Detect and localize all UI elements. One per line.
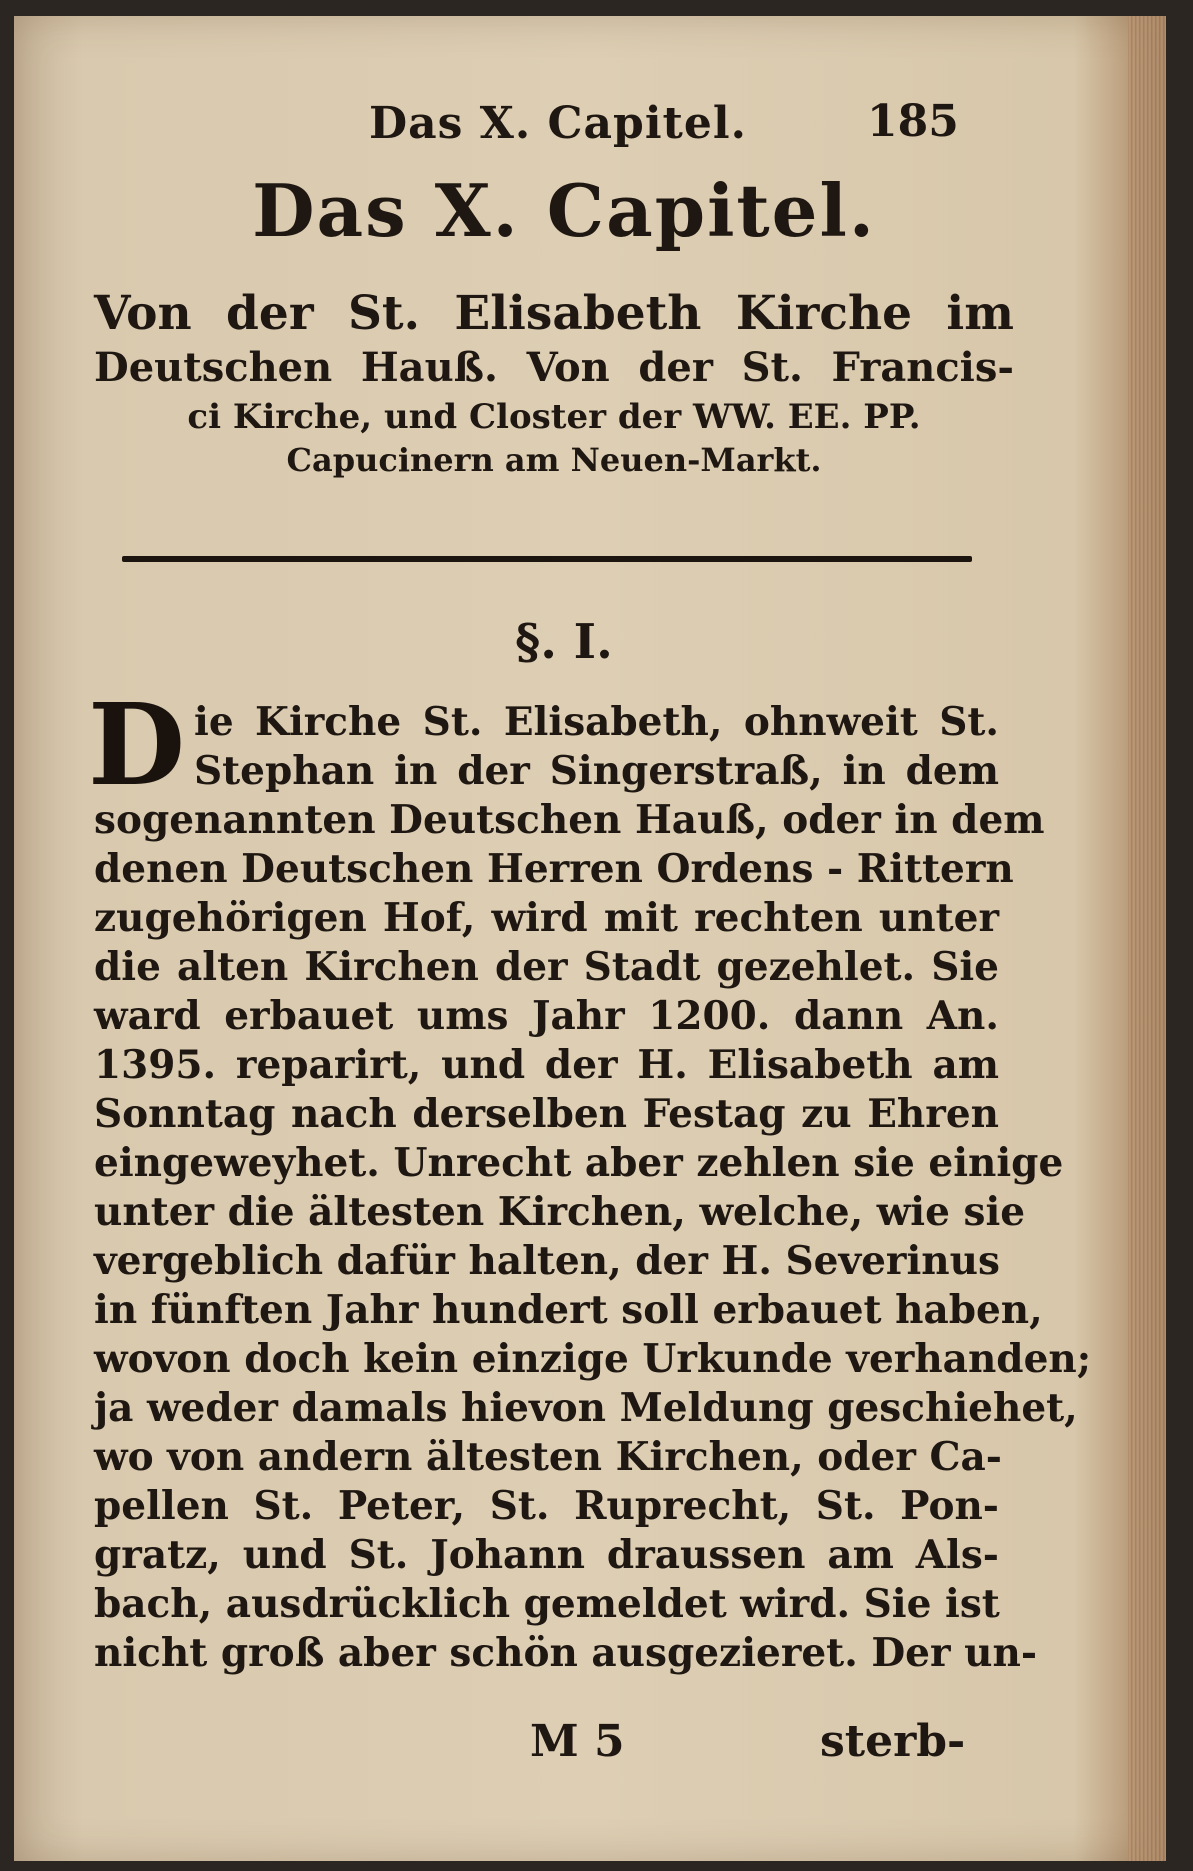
body-line: eingeweyhet. Unrecht aber zehlen sie einige — [94, 1140, 1064, 1186]
subtitle-line-2: Deutschen Hauß. Von der St. Francis- — [94, 344, 1014, 391]
body-line: unter die ältesten Kirchen, welche, wie sie — [94, 1189, 1026, 1235]
subtitle-line-3: ci Kirche, und Closter der WW. EE. PP. — [187, 397, 921, 437]
body-line: bach, ausdrücklich gemeldet wird. Sie ist — [94, 1581, 1000, 1627]
body-line: in fünften Jahr hundert soll erbauet haben, — [94, 1287, 1043, 1333]
body-line: pellen St. Peter, St. Ruprecht, St. Pon- — [94, 1483, 999, 1529]
catchword: sterb- — [820, 1716, 966, 1767]
body-line: Stephan in der Singerstraß, in dem — [194, 748, 999, 794]
body-line: ie Kirche St. Elisabeth, ohnweit St. — [194, 699, 999, 745]
page-edge — [1128, 16, 1166, 1861]
section-heading: §. I. — [515, 614, 613, 670]
horizontal-rule — [122, 556, 972, 562]
signature-mark: M 5 — [530, 1716, 625, 1767]
body-line: gratz, und St. Johann draussen am Als- — [94, 1532, 999, 1578]
body-line: sogenannten Deutschen Hauß, oder in dem — [94, 797, 1045, 843]
subtitle-line-1: Von der St. Elisabeth Kirche im — [94, 286, 1014, 341]
book-page — [14, 16, 1166, 1861]
body-line: wovon doch kein einzige Urkunde verhanden; — [94, 1336, 1092, 1382]
body-paragraph — [88, 680, 1092, 1678]
page-number: 185 — [867, 96, 959, 147]
running-title: Das X. Capitel. — [369, 98, 747, 149]
body-line: zugehörigen Hof, wird mit rechten unter — [94, 895, 999, 941]
body-line: Sonntag nach derselben Festag zu Ehren — [94, 1091, 999, 1137]
body-line: nicht groß aber schön ausgezieret. Der un- — [94, 1630, 1038, 1676]
body-line: vergeblich dafür halten, der H. Severinus — [94, 1238, 1000, 1284]
subtitle-line-4: Capucinern am Neuen-Markt. — [286, 441, 822, 479]
drop-cap-letter: D — [88, 680, 186, 811]
body-line: die alten Kirchen der Stadt gezehlet. Sie — [94, 944, 999, 990]
body-line: ward erbauet ums Jahr 1200. dann An. — [94, 993, 999, 1039]
body-line: wo von andern ältesten Kirchen, oder Ca- — [94, 1434, 1002, 1480]
body-line: denen Deutschen Herren Ordens - Rittern — [94, 846, 1014, 892]
body-line: ja weder damals hievon Meldung geschiehet, — [94, 1385, 1078, 1431]
chapter-title: Das X. Capitel. — [252, 168, 876, 253]
chapter-subtitle — [94, 286, 1014, 480]
body-line: 1395. reparirt, und der H. Elisabeth am — [94, 1042, 999, 1088]
